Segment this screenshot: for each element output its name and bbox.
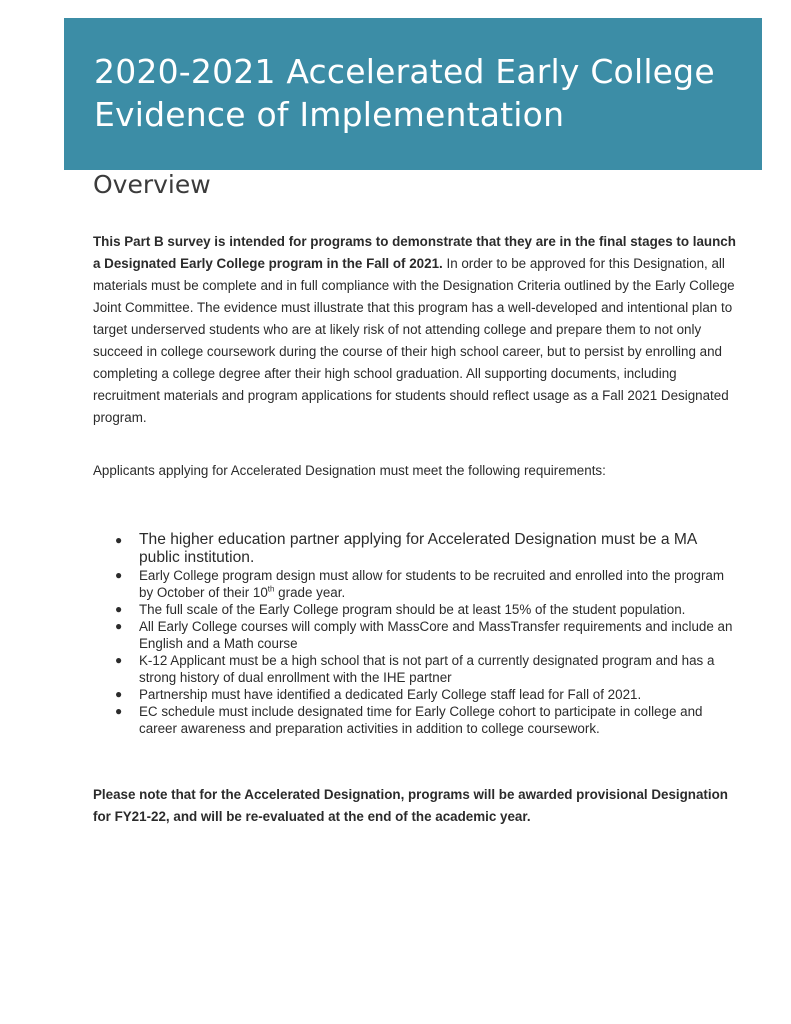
document-title [94, 50, 762, 136]
title-banner [64, 18, 762, 170]
list-item [93, 531, 733, 567]
intro-paragraph [93, 231, 743, 429]
bullet-icon: ● [115, 704, 123, 718]
intro-body-text: In order to be approved for this Designation, all materials must be complete and in full compliance with the Designation Criteria outlined by the Early College Joint Committee. The evidence must illustrate that this program has a well-developed and intentional plan to target underserved students who are at likely risk of not attending college and prepare them to not only succeed in college coursework during the course of their high school career, but to persist by enrolling and completing a college degree after their high school graduation. All supporting documents, including recruitment materials and program applications for students should reflect usage as a Fall 2021 Designated program. [93, 256, 735, 425]
requirements-list [93, 531, 733, 737]
list-item [93, 601, 733, 618]
list-item-text: The higher education partner applying for Accelerated Designation must be a MA public institution. [139, 531, 697, 566]
applicants-paragraph: Applicants applying for Accelerated Designation must meet the following requirements: [93, 463, 606, 478]
provisional-note: Please note that for the Accelerated Designation, programs will be awarded provisional Designation for FY21-22, and will be re-evaluated at the end of the academic year. [93, 787, 728, 824]
overview-heading: Overview [93, 170, 211, 199]
bullet-icon: ● [115, 568, 123, 582]
list-item [93, 567, 733, 601]
list-item-text: Partnership must have identified a dedicated Early College staff lead for Fall of 2021. [139, 687, 642, 702]
list-item [93, 652, 733, 686]
bullet-icon: ● [115, 653, 123, 667]
list-item-text-end: grade year. [274, 585, 346, 600]
list-item-text: All Early College courses will comply with MassCore and MassTransfer requirements and include an English and a Math course [139, 619, 733, 651]
list-item-text: The full scale of the Early College program should be at least 15% of the student population. [139, 602, 686, 617]
bullet-icon: ● [115, 533, 123, 547]
list-item [93, 703, 733, 737]
superscript: th [267, 584, 275, 594]
list-item-text: Early College program design must allow for students to be recruited and enrolled into the program by October of their 10 [139, 568, 725, 600]
list-item-text: K-12 Applicant must be a high school that is not part of a currently designated program and has a strong history of dual enrollment with the IHE partner [139, 653, 715, 685]
list-item [93, 618, 733, 652]
bullet-icon: ● [115, 619, 123, 633]
title-line-1: 2020-2021 Accelerated Early College [94, 52, 715, 91]
bullet-icon: ● [115, 687, 123, 701]
list-item [93, 686, 733, 703]
bullet-icon: ● [115, 602, 123, 616]
list-item-text: EC schedule must include designated time for Early College cohort to participate in college and career awareness and preparation activities in addition to college coursework. [139, 704, 703, 736]
intro-bold-text: This Part B survey is intended for programs to demonstrate that they are in the final stages to launch a Designated Early College program in the Fall of 2021. [93, 234, 736, 271]
title-line-2: Evidence of Implementation [94, 95, 565, 134]
